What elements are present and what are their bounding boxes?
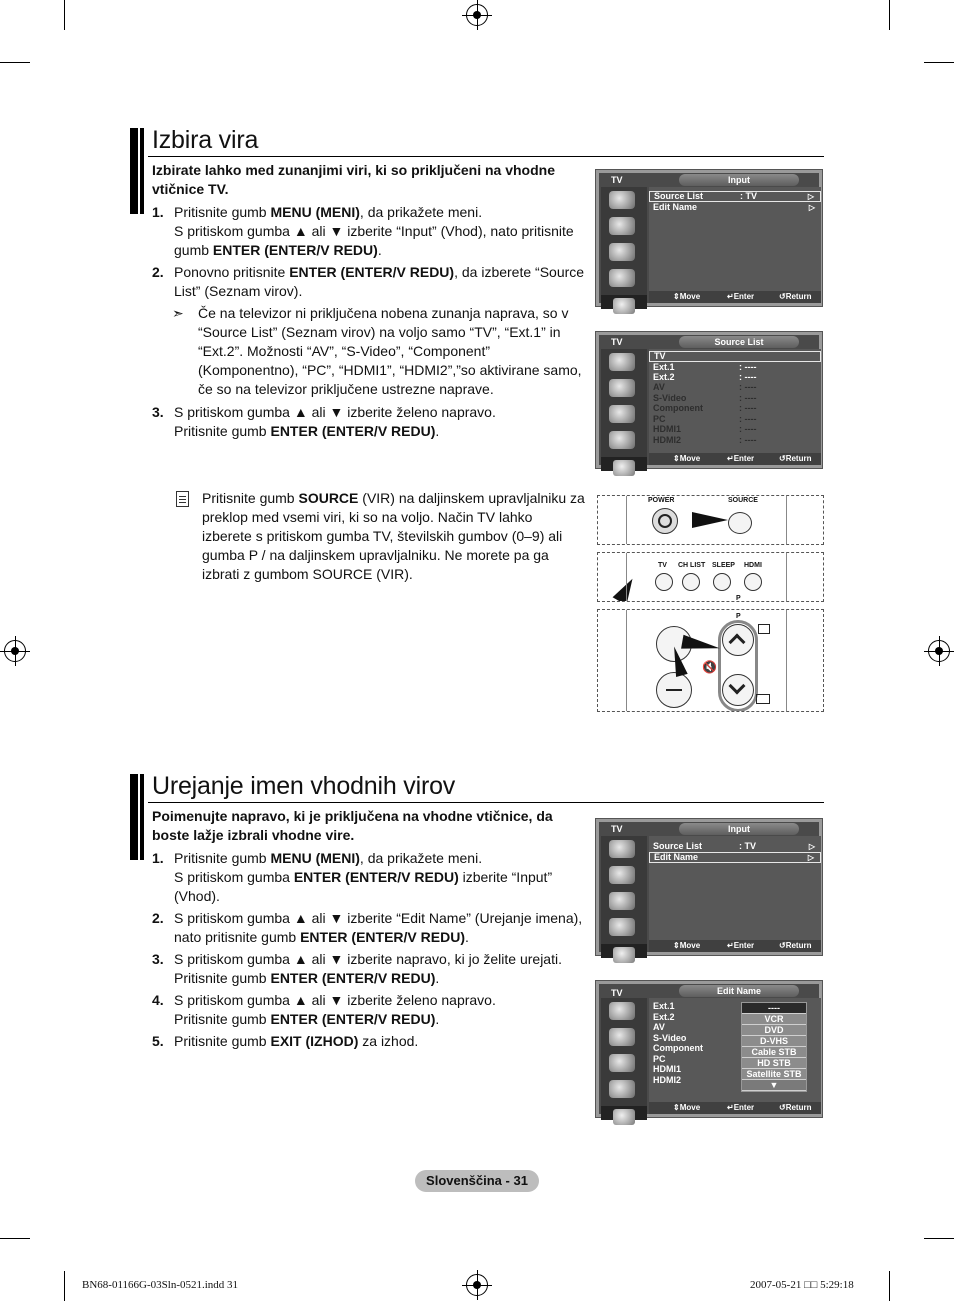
osd-row[interactable]: Edit Name ▷ (649, 852, 821, 863)
osd-row[interactable]: Ext.1 : ---- (653, 362, 757, 372)
minus-icon (666, 689, 682, 691)
osd-row: PC : ---- (653, 414, 757, 424)
scroll-down-icon[interactable]: ▼ (742, 1080, 806, 1091)
osd-row: HDMI2 : ---- (653, 435, 757, 445)
file-slug: BN68-01166G-03Sln-0521.indd 31 (82, 1279, 239, 1291)
pointer-arrow-icon (692, 512, 728, 528)
osd-row[interactable]: Source List : TV ▷ (653, 841, 815, 851)
osd-edit-name: TV Edit Name Ext.1 Ext.2 AV S-Video Component PC HDMI1 HDMI2 ---- VCR DVD D-VHS Cable STB HD STB Satellite STB ▼ ⇕ Move ↵ Enter ↺ Return (595, 980, 823, 1118)
registration-mark-icon (466, 1274, 488, 1296)
step-5: 5. Pritisnite gumb EXIT (IZHOD) za izhod. (152, 1033, 419, 1049)
dropdown-option[interactable]: ---- (742, 1003, 806, 1014)
teletext-icon (758, 624, 770, 634)
osd-row[interactable]: Component (653, 1043, 703, 1053)
osd-row[interactable]: PC (653, 1054, 666, 1064)
picture-icon (609, 840, 635, 858)
osd-row[interactable]: AV (653, 1022, 665, 1032)
section-rule (148, 802, 824, 803)
osd-sidebar (601, 998, 647, 1110)
sound-icon (609, 379, 635, 397)
section2-intro: Poimenujte napravo, ki je priključena na vhodne vtičnice, da boste lažje izbrali vhodne vire. (152, 808, 553, 843)
date-slug: 2007-05-21 □□ 5:29:18 (750, 1279, 854, 1291)
osd-input-menu: TV Input Source List : TV ▷ Edit Name ▷ ⇕ Move ↵ Enter ↺ Return (595, 169, 823, 307)
step-3: 3. S pritiskom gumba ▲ ali ▼ izberite napravo, ki jo želite urejati. Pritisnite gumb ENTER (ENTER/V REDU). (152, 951, 562, 986)
registration-mark-icon (4, 640, 26, 662)
sleep-button[interactable] (713, 573, 731, 591)
step-2: 2. Ponovno pritisnite ENTER (ENTER/V REDU), da izberete “Source List” (Seznam virov). (152, 264, 585, 299)
sound-icon (609, 866, 635, 884)
picture-icon (609, 1002, 635, 1020)
channel-icon (609, 243, 635, 261)
sound-icon (609, 217, 635, 235)
chlist-button[interactable] (682, 573, 700, 591)
divider (786, 496, 787, 545)
osd-footer: ⇕ Move ↵ Enter ↺ Return (649, 453, 821, 465)
registration-mark-icon (466, 4, 488, 26)
channel-icon (609, 892, 635, 910)
hdmi-button[interactable] (744, 573, 762, 591)
osd-row[interactable]: Source List : TV ▷ (649, 191, 821, 202)
memo-note: Pritisnite gumb SOURCE (VIR) na daljinskem upravljalniku za preklop med vsemi viri, ki so na voljo. Način TV lahko izberete s pritiskom gumba TV, številskih gumbov (0–9) ali gumba P / na daljinskem upravljalniku. Ne morete pa ga izbrati z gumbom SOURCE (VIR). (176, 489, 586, 584)
osd-row[interactable]: Ext.2 : ---- (653, 372, 757, 382)
setup-icon (609, 269, 635, 287)
picture-icon (609, 191, 635, 209)
dropdown-option[interactable]: Satellite STB (742, 1069, 806, 1080)
info-icon (756, 694, 770, 704)
remote-channel-illustration: P 🔇 (597, 609, 824, 712)
osd-row[interactable]: TV (649, 351, 821, 362)
input-icon (601, 1106, 647, 1120)
crop-mark (924, 62, 954, 63)
dropdown-option[interactable]: Cable STB (742, 1047, 806, 1058)
channel-icon (609, 405, 635, 423)
name-dropdown[interactable] (741, 1002, 807, 1092)
osd-sidebar (601, 349, 647, 461)
osd-row[interactable]: Ext.2 (653, 1012, 675, 1022)
section-rule (148, 156, 824, 157)
crop-mark (0, 62, 30, 63)
sound-icon (609, 1028, 635, 1046)
note: ➣ Če na televizor ni priključena nobena zunanja naprava, so v “Source List” (Seznam virov) na voljo samo “TV”, “Ext.1” in “Ext.2”. Možnosti “AV”, “S-Video”, “Component” (Komponentno), “PC”, “HDMI1”, “HDMI2”,”so aktivirane samo, če so na televizor priključene ustrezne naprave. (172, 305, 582, 397)
section-marker (130, 774, 144, 860)
step-4: 4. S pritiskom gumba ▲ ali ▼ izberite želeno napravo. Pritisnite gumb ENTER (ENTER/V REDU). (152, 992, 496, 1027)
osd-footer: ⇕ Move ↵ Enter ↺ Return (649, 1102, 821, 1114)
osd-sidebar (601, 187, 647, 299)
setup-icon (609, 431, 635, 449)
section-title: Urejanje imen vhodnih virov (152, 772, 456, 800)
setup-icon (609, 918, 635, 936)
crop-mark (889, 1271, 890, 1301)
divider (626, 496, 627, 545)
divider (786, 610, 787, 712)
osd-row[interactable]: S-Video (653, 1033, 687, 1043)
step-2: 2. S pritiskom gumba ▲ ali ▼ izberite “Edit Name” (Urejanje imena), nato pritisnite gumb ENTER (ENTER/V REDU). (152, 910, 583, 945)
page-number-badge: Slovenščina - 31 (415, 1170, 539, 1192)
osd-row: S-Video : ---- (653, 393, 757, 403)
osd-row[interactable]: Edit Name ▷ (653, 202, 815, 212)
osd-source-list: TV Source List TV Ext.1 : ---- Ext.2 : ---- AV : ---- S-Video : ---- Component : ---- PC : ---- HDMI1 : ---- HDMI2 : ---- ⇕ Move ↵ Enter ↺ Return (595, 331, 823, 469)
crop-mark (64, 0, 65, 30)
step-1: 1. Pritisnite gumb MENU (MENI), da prikažete meni. S pritiskom gumba ENTER (ENTER/V REDU) izberite “Input” (Vhod). (152, 850, 553, 904)
registration-mark-icon (928, 640, 950, 662)
dropdown-option[interactable]: DVD (742, 1025, 806, 1036)
osd-row[interactable]: HDMI2 (653, 1075, 682, 1085)
input-icon (601, 944, 647, 958)
osd-sidebar (601, 836, 647, 948)
channel-icon (609, 1054, 635, 1072)
crop-mark (0, 1238, 30, 1239)
mute-icon: 🔇 (702, 660, 717, 674)
section1-text (152, 161, 592, 444)
picture-icon (609, 353, 635, 371)
tv-button[interactable] (655, 573, 673, 591)
section-marker (130, 128, 144, 214)
step-3: 3. S pritiskom gumba ▲ ali ▼ izberite želeno napravo. Pritisnite gumb ENTER (ENTER/V REDU). (152, 404, 496, 439)
osd-input-menu-edit: TV Input Source List : TV ▷ Edit Name ▷ ⇕ Move ↵ Enter ↺ Return (595, 818, 823, 956)
osd-footer: ⇕ Move ↵ Enter ↺ Return (649, 940, 821, 952)
input-icon (601, 295, 647, 309)
divider (626, 553, 627, 602)
divider (626, 610, 627, 712)
note-arrow-icon: ➣ (172, 305, 184, 321)
crop-mark (64, 1271, 65, 1301)
crop-mark (924, 1238, 954, 1239)
osd-row: AV : ---- (653, 382, 757, 392)
dropdown-option[interactable]: VCR (742, 1014, 806, 1025)
source-button[interactable] (728, 512, 752, 534)
dropdown-option[interactable]: HD STB (742, 1058, 806, 1069)
osd-row: Component : ---- (653, 403, 757, 413)
step-1: 1. Pritisnite gumb MENU (MENI), da prikažete meni. S pritiskom gumba ▲ ali ▼ izberite “Input” (Vhod), nato pritisnite gumb ENTER (ENTER/V REDU). (152, 204, 574, 258)
osd-row[interactable]: HDMI1 (653, 1064, 682, 1074)
divider (786, 553, 787, 602)
osd-footer: ⇕ Move ↵ Enter ↺ Return (649, 291, 821, 303)
osd-row: HDMI1 : ---- (653, 424, 757, 434)
power-icon (658, 514, 672, 528)
remote-top-illustration: POWER SOURCE (597, 495, 824, 545)
section2-text (152, 807, 592, 1054)
osd-row[interactable]: Ext.1 (653, 1001, 675, 1011)
dropdown-option[interactable]: D-VHS (742, 1036, 806, 1047)
remote-mid-illustration: TV CH LIST SLEEP HDMI P (597, 552, 824, 602)
memo-icon (176, 491, 189, 507)
section1-intro: Izbirate lahko med zunanjimi viri, ki so priključeni na vhodne vtičnice TV. (152, 162, 555, 197)
setup-icon (609, 1080, 635, 1098)
input-icon (601, 457, 647, 471)
crop-mark (889, 0, 890, 30)
section-title: Izbira vira (152, 126, 259, 154)
